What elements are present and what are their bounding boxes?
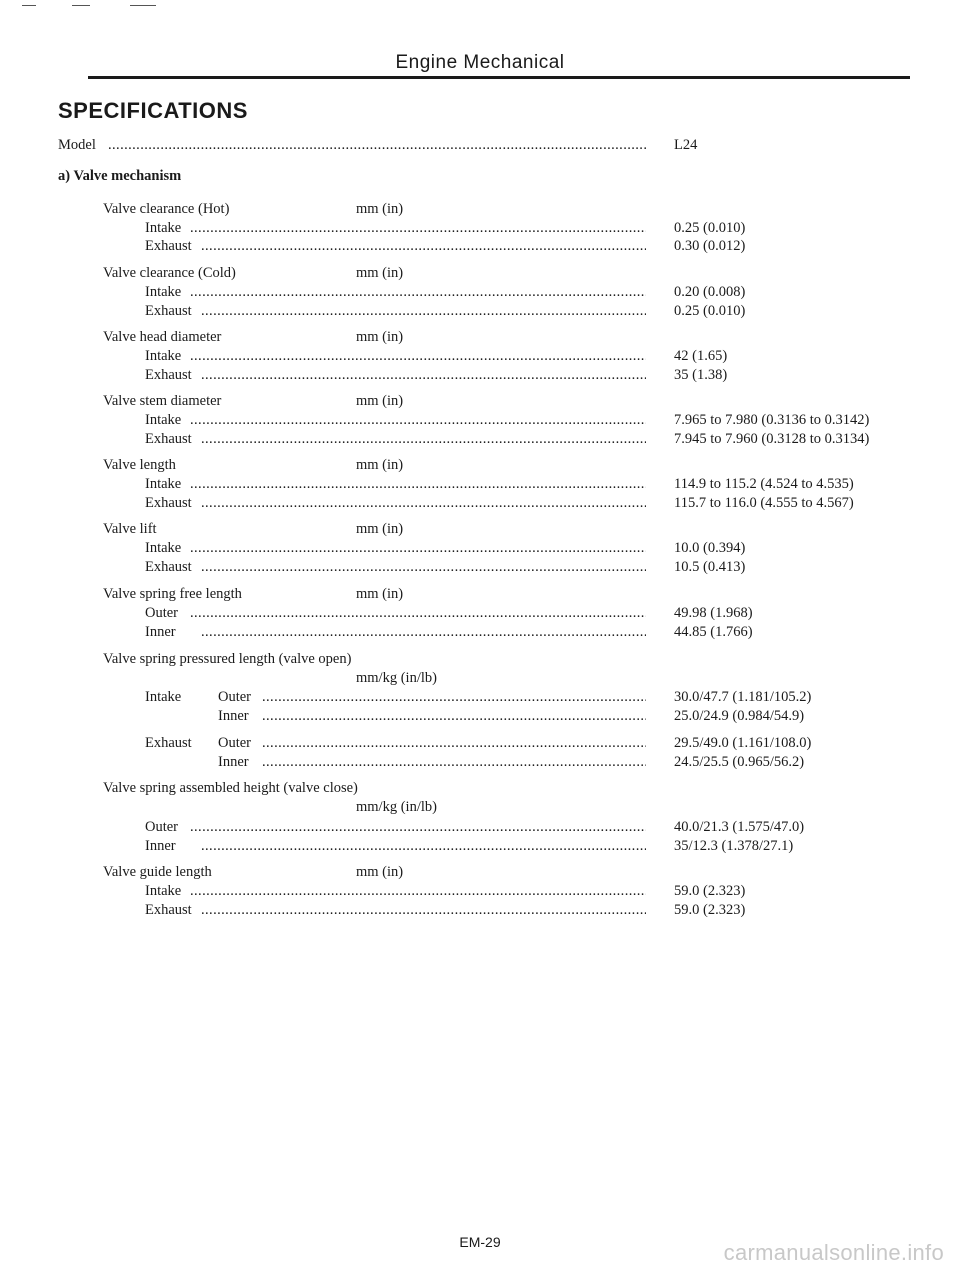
row-label: Exhaust <box>145 495 192 511</box>
row-value: 40.0/21.3 (1.575/47.0) <box>674 819 805 835</box>
unit-label: mm (in) <box>356 864 404 880</box>
row-label: Intake <box>145 412 182 428</box>
row-value: 29.5/49.0 (1.161/108.0) <box>674 735 812 751</box>
leader-dots <box>190 476 646 493</box>
watermark: carmanualsonline.info <box>723 1240 944 1265</box>
row-value: 44.85 (1.766) <box>674 624 753 640</box>
row-value: 0.20 (0.008) <box>674 284 746 300</box>
leader-dots <box>190 348 646 365</box>
group-title: Valve guide length <box>103 864 212 880</box>
row-value: 25.0/24.9 (0.984/54.9) <box>674 708 805 724</box>
row-value: 114.9 to 115.2 (4.524 to 4.535) <box>674 476 854 492</box>
unit-label: mm (in) <box>356 393 404 409</box>
row-value: 115.7 to 116.0 (4.555 to 4.567) <box>674 495 854 511</box>
row-value: 35/12.3 (1.378/27.1) <box>674 838 794 854</box>
row-label: Intake <box>145 348 182 364</box>
row-value: 24.5/25.5 (0.965/56.2) <box>674 754 805 770</box>
row-label: Intake <box>145 284 182 300</box>
scan-artifact <box>72 5 90 6</box>
leader-dots <box>262 708 646 725</box>
row-value: 0.25 (0.010) <box>674 220 746 236</box>
unit-label: mm (in) <box>356 586 404 602</box>
leader-dots <box>190 883 646 900</box>
row-sublabel: Outer <box>218 689 252 705</box>
unit-label: mm (in) <box>356 201 404 217</box>
group-title: Valve length <box>103 457 176 473</box>
leader-dots <box>190 412 646 429</box>
group-title: Valve clearance (Cold) <box>103 265 236 281</box>
leader-dots <box>262 689 646 706</box>
row-label: Exhaust <box>145 367 192 383</box>
scan-artifact <box>22 5 36 6</box>
leader-dots <box>262 754 646 771</box>
row-value: 30.0/47.7 (1.181/105.2) <box>674 689 812 705</box>
row-label: Exhaust <box>145 902 192 918</box>
page-title: SPECIFICATIONS <box>58 98 248 123</box>
row-value: 7.945 to 7.960 (0.3128 to 0.3134) <box>674 431 870 447</box>
scan-artifact <box>130 5 156 6</box>
row-label: Exhaust <box>145 238 192 254</box>
leader-dots <box>190 819 646 836</box>
row-label: Intake <box>145 476 182 492</box>
group-title: Valve spring assembled height (valve close) <box>103 780 358 796</box>
row-label: Inner <box>145 624 176 640</box>
row-label: Outer <box>145 605 179 621</box>
group-title: Valve spring free length <box>103 586 242 602</box>
row-value: 59.0 (2.323) <box>674 902 746 918</box>
leader-dots <box>262 735 646 752</box>
leader-dots <box>201 431 646 448</box>
leader-dots <box>201 367 646 384</box>
row-value: 7.965 to 7.980 (0.3136 to 0.3142) <box>674 412 870 428</box>
model-value: L24 <box>674 137 698 153</box>
leader-dots <box>201 495 646 512</box>
row-value: 0.30 (0.012) <box>674 238 746 254</box>
page-number: EM-29 <box>459 1234 501 1250</box>
row-value: 10.0 (0.394) <box>674 540 746 556</box>
row-value: 35 (1.38) <box>674 367 728 383</box>
row-label: Intake <box>145 883 182 899</box>
row-value: 49.98 (1.968) <box>674 605 753 621</box>
group-title: Valve lift <box>103 521 157 537</box>
row-label: Exhaust <box>145 735 192 751</box>
group-title: Valve spring pressured length (valve open) <box>103 651 352 667</box>
header-rule <box>88 76 910 79</box>
leader-dots <box>201 624 646 641</box>
model-label: Model <box>58 137 96 153</box>
row-value: 42 (1.65) <box>674 348 728 364</box>
leader-dots <box>201 902 646 919</box>
row-label: Exhaust <box>145 431 192 447</box>
leader-dots <box>201 838 646 855</box>
group-title: Valve stem diameter <box>103 393 222 409</box>
leader-dots <box>190 605 646 622</box>
row-label: Outer <box>145 819 179 835</box>
unit-label: mm/kg (in/lb) <box>356 670 437 686</box>
leader-dots <box>190 220 646 237</box>
row-label: Intake <box>145 540 182 556</box>
unit-label: mm (in) <box>356 457 404 473</box>
section-heading: a) Valve mechanism <box>58 168 182 184</box>
row-label: Exhaust <box>145 559 192 575</box>
unit-label: mm/kg (in/lb) <box>356 799 437 815</box>
leader-dots <box>190 540 646 557</box>
unit-label: mm (in) <box>356 521 404 537</box>
row-label: Intake <box>145 689 182 705</box>
unit-label: mm (in) <box>356 265 404 281</box>
group-title: Valve head diameter <box>103 329 222 345</box>
leader-dots <box>108 137 646 154</box>
group-title: Valve clearance (Hot) <box>103 201 230 217</box>
leader-dots <box>201 559 646 576</box>
leader-dots <box>201 238 646 255</box>
section-header: Engine Mechanical <box>395 52 565 73</box>
row-sublabel: Inner <box>218 754 249 770</box>
unit-label: mm (in) <box>356 329 404 345</box>
row-label: Exhaust <box>145 303 192 319</box>
row-label: Inner <box>145 838 176 854</box>
row-value: 10.5 (0.413) <box>674 559 746 575</box>
row-sublabel: Outer <box>218 735 252 751</box>
leader-dots <box>190 284 646 301</box>
row-value: 0.25 (0.010) <box>674 303 746 319</box>
row-label: Intake <box>145 220 182 236</box>
row-value: 59.0 (2.323) <box>674 883 746 899</box>
leader-dots <box>201 303 646 320</box>
row-sublabel: Inner <box>218 708 249 724</box>
